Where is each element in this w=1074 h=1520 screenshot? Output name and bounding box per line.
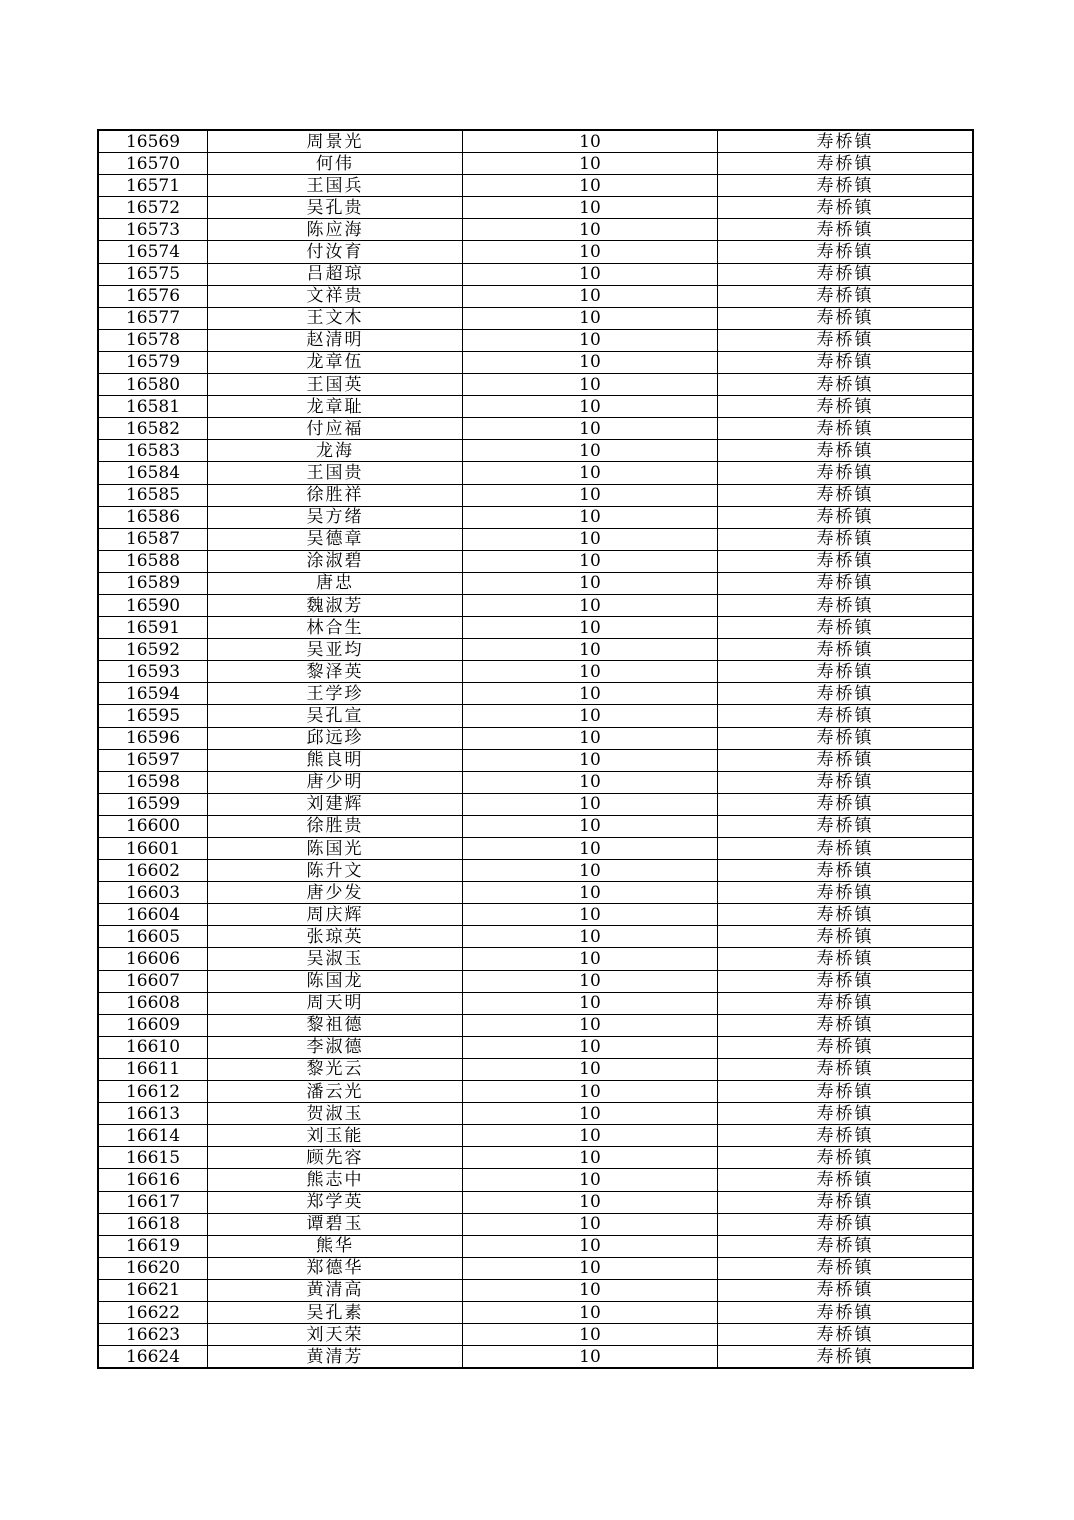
- table-row: [98, 1235, 973, 1257]
- row-number-cell: 16582: [98, 418, 208, 440]
- town-cell: 寿桥镇: [718, 1058, 974, 1080]
- name-cell: 陈国光: [208, 838, 463, 860]
- name-cell: 吴淑玉: [208, 948, 463, 970]
- table-row: [98, 727, 973, 749]
- row-number-cell: 16571: [98, 175, 208, 197]
- table-row: [98, 550, 973, 572]
- amount-cell: 10: [463, 484, 718, 506]
- row-number-cell: 16592: [98, 639, 208, 661]
- town-cell: 寿桥镇: [718, 639, 974, 661]
- name-cell: 王国英: [208, 374, 463, 396]
- amount-cell: 10: [463, 1036, 718, 1058]
- town-cell: 寿桥镇: [718, 838, 974, 860]
- table-row: [98, 219, 973, 241]
- row-number-cell: 16574: [98, 241, 208, 263]
- table-row: [98, 528, 973, 550]
- name-cell: 熊良明: [208, 749, 463, 771]
- town-cell: 寿桥镇: [718, 263, 974, 285]
- table-row: [98, 396, 973, 418]
- town-cell: 寿桥镇: [718, 1279, 974, 1301]
- amount-cell: 10: [463, 307, 718, 329]
- name-cell: 赵清明: [208, 329, 463, 351]
- name-cell: 黎光云: [208, 1058, 463, 1080]
- name-cell: 陈国龙: [208, 970, 463, 992]
- table-row: [98, 705, 973, 727]
- row-number-cell: 16602: [98, 860, 208, 882]
- table-row: [98, 860, 973, 882]
- row-number-cell: 16595: [98, 705, 208, 727]
- town-cell: 寿桥镇: [718, 1191, 974, 1213]
- table-row: [98, 572, 973, 594]
- row-number-cell: 16622: [98, 1301, 208, 1323]
- name-cell: 王文木: [208, 307, 463, 329]
- name-cell: 吕超琼: [208, 263, 463, 285]
- row-number-cell: 16607: [98, 970, 208, 992]
- name-cell: 顾先容: [208, 1147, 463, 1169]
- row-number-cell: 16612: [98, 1081, 208, 1103]
- table-row: [98, 992, 973, 1014]
- name-cell: 龙海: [208, 440, 463, 462]
- row-number-cell: 16600: [98, 815, 208, 837]
- name-cell: 郑学英: [208, 1191, 463, 1213]
- table-row: [98, 617, 973, 639]
- row-number-cell: 16575: [98, 263, 208, 285]
- amount-cell: 10: [463, 1147, 718, 1169]
- table-row: [98, 639, 973, 661]
- row-number-cell: 16609: [98, 1014, 208, 1036]
- table-row: [98, 241, 973, 263]
- table-row: [98, 1279, 973, 1301]
- amount-cell: 10: [463, 1346, 718, 1369]
- amount-cell: 10: [463, 749, 718, 771]
- row-number-cell: 16570: [98, 153, 208, 175]
- amount-cell: 10: [463, 528, 718, 550]
- row-number-cell: 16593: [98, 661, 208, 683]
- town-cell: 寿桥镇: [718, 1125, 974, 1147]
- name-cell: 徐胜贵: [208, 815, 463, 837]
- town-cell: 寿桥镇: [718, 219, 974, 241]
- table-row: [98, 307, 973, 329]
- amount-cell: 10: [463, 219, 718, 241]
- town-cell: 寿桥镇: [718, 815, 974, 837]
- town-cell: 寿桥镇: [718, 1081, 974, 1103]
- table-row: [98, 462, 973, 484]
- row-number-cell: 16587: [98, 528, 208, 550]
- table-row: [98, 351, 973, 373]
- town-cell: 寿桥镇: [718, 661, 974, 683]
- amount-cell: 10: [463, 506, 718, 528]
- town-cell: 寿桥镇: [718, 462, 974, 484]
- name-cell: 周庆辉: [208, 904, 463, 926]
- row-number-cell: 16573: [98, 219, 208, 241]
- name-cell: 邱远珍: [208, 727, 463, 749]
- amount-cell: 10: [463, 1014, 718, 1036]
- name-cell: 熊华: [208, 1235, 463, 1257]
- amount-cell: 10: [463, 1279, 718, 1301]
- town-cell: 寿桥镇: [718, 1147, 974, 1169]
- table-row: [98, 153, 973, 175]
- town-cell: 寿桥镇: [718, 153, 974, 175]
- town-cell: 寿桥镇: [718, 396, 974, 418]
- table-row: [98, 594, 973, 616]
- table-row: [98, 1147, 973, 1169]
- amount-cell: 10: [463, 1191, 718, 1213]
- row-number-cell: 16588: [98, 550, 208, 572]
- town-cell: 寿桥镇: [718, 506, 974, 528]
- town-cell: 寿桥镇: [718, 1301, 974, 1323]
- amount-cell: 10: [463, 241, 718, 263]
- table-row: [98, 1103, 973, 1125]
- town-cell: 寿桥镇: [718, 970, 974, 992]
- row-number-cell: 16598: [98, 771, 208, 793]
- row-number-cell: 16591: [98, 617, 208, 639]
- table-row: [98, 197, 973, 219]
- table-row: [98, 661, 973, 683]
- row-number-cell: 16585: [98, 484, 208, 506]
- name-cell: 潘云光: [208, 1081, 463, 1103]
- row-number-cell: 16569: [98, 130, 208, 153]
- name-cell: 张琼英: [208, 926, 463, 948]
- table-row: [98, 948, 973, 970]
- name-cell: 黎泽英: [208, 661, 463, 683]
- name-cell: 陈升文: [208, 860, 463, 882]
- amount-cell: 10: [463, 793, 718, 815]
- name-cell: 王国兵: [208, 175, 463, 197]
- row-number-cell: 16606: [98, 948, 208, 970]
- town-cell: 寿桥镇: [718, 528, 974, 550]
- name-cell: 龙章伍: [208, 351, 463, 373]
- town-cell: 寿桥镇: [718, 727, 974, 749]
- data-table: [97, 129, 974, 1369]
- name-cell: 龙章耻: [208, 396, 463, 418]
- town-cell: 寿桥镇: [718, 285, 974, 307]
- town-cell: 寿桥镇: [718, 793, 974, 815]
- town-cell: 寿桥镇: [718, 1213, 974, 1235]
- table-row: [98, 749, 973, 771]
- amount-cell: 10: [463, 771, 718, 793]
- town-cell: 寿桥镇: [718, 860, 974, 882]
- name-cell: 林合生: [208, 617, 463, 639]
- table-row: [98, 175, 973, 197]
- name-cell: 唐少发: [208, 882, 463, 904]
- name-cell: 黎祖德: [208, 1014, 463, 1036]
- amount-cell: 10: [463, 970, 718, 992]
- table-row: [98, 1301, 973, 1323]
- table-row: [98, 904, 973, 926]
- row-number-cell: 16620: [98, 1257, 208, 1279]
- row-number-cell: 16594: [98, 683, 208, 705]
- amount-cell: 10: [463, 263, 718, 285]
- amount-cell: 10: [463, 882, 718, 904]
- row-number-cell: 16613: [98, 1103, 208, 1125]
- row-number-cell: 16577: [98, 307, 208, 329]
- amount-cell: 10: [463, 860, 718, 882]
- town-cell: 寿桥镇: [718, 1103, 974, 1125]
- amount-cell: 10: [463, 904, 718, 926]
- amount-cell: 10: [463, 727, 718, 749]
- amount-cell: 10: [463, 1081, 718, 1103]
- town-cell: 寿桥镇: [718, 329, 974, 351]
- name-cell: 陈应海: [208, 219, 463, 241]
- amount-cell: 10: [463, 329, 718, 351]
- town-cell: 寿桥镇: [718, 1324, 974, 1346]
- table-row: [98, 418, 973, 440]
- row-number-cell: 16604: [98, 904, 208, 926]
- amount-cell: 10: [463, 1103, 718, 1125]
- name-cell: 刘玉能: [208, 1125, 463, 1147]
- amount-cell: 10: [463, 838, 718, 860]
- town-cell: 寿桥镇: [718, 418, 974, 440]
- table-row: [98, 1213, 973, 1235]
- amount-cell: 10: [463, 440, 718, 462]
- name-cell: 付汝育: [208, 241, 463, 263]
- row-number-cell: 16581: [98, 396, 208, 418]
- row-number-cell: 16615: [98, 1147, 208, 1169]
- town-cell: 寿桥镇: [718, 926, 974, 948]
- name-cell: 魏淑芳: [208, 594, 463, 616]
- table-row: [98, 329, 973, 351]
- row-number-cell: 16586: [98, 506, 208, 528]
- town-cell: 寿桥镇: [718, 241, 974, 263]
- name-cell: 吴孔贵: [208, 197, 463, 219]
- name-cell: 徐胜祥: [208, 484, 463, 506]
- amount-cell: 10: [463, 683, 718, 705]
- name-cell: 郑德华: [208, 1257, 463, 1279]
- table-row: [98, 1036, 973, 1058]
- town-cell: 寿桥镇: [718, 307, 974, 329]
- amount-cell: 10: [463, 418, 718, 440]
- town-cell: 寿桥镇: [718, 1169, 974, 1191]
- table-row: [98, 1169, 973, 1191]
- row-number-cell: 16601: [98, 838, 208, 860]
- town-cell: 寿桥镇: [718, 175, 974, 197]
- name-cell: 周景光: [208, 130, 463, 153]
- amount-cell: 10: [463, 550, 718, 572]
- name-cell: 李淑德: [208, 1036, 463, 1058]
- name-cell: 涂淑碧: [208, 550, 463, 572]
- name-cell: 何伟: [208, 153, 463, 175]
- row-number-cell: 16589: [98, 572, 208, 594]
- name-cell: 唐少明: [208, 771, 463, 793]
- amount-cell: 10: [463, 285, 718, 307]
- town-cell: 寿桥镇: [718, 749, 974, 771]
- town-cell: 寿桥镇: [718, 1036, 974, 1058]
- table-row: [98, 374, 973, 396]
- table-row: [98, 771, 973, 793]
- town-cell: 寿桥镇: [718, 594, 974, 616]
- table-row: [98, 1324, 973, 1346]
- row-number-cell: 16611: [98, 1058, 208, 1080]
- name-cell: 黄清芳: [208, 1346, 463, 1369]
- amount-cell: 10: [463, 661, 718, 683]
- name-cell: 贺淑玉: [208, 1103, 463, 1125]
- table-row: [98, 1081, 973, 1103]
- town-cell: 寿桥镇: [718, 1014, 974, 1036]
- town-cell: 寿桥镇: [718, 617, 974, 639]
- table-row: [98, 1257, 973, 1279]
- town-cell: 寿桥镇: [718, 550, 974, 572]
- amount-cell: 10: [463, 351, 718, 373]
- row-number-cell: 16624: [98, 1346, 208, 1369]
- table-row: [98, 130, 973, 153]
- amount-cell: 10: [463, 1058, 718, 1080]
- amount-cell: 10: [463, 639, 718, 661]
- row-number-cell: 16608: [98, 992, 208, 1014]
- row-number-cell: 16579: [98, 351, 208, 373]
- table-row: [98, 1125, 973, 1147]
- table-row: [98, 815, 973, 837]
- amount-cell: 10: [463, 396, 718, 418]
- table-row: [98, 683, 973, 705]
- table-row: [98, 285, 973, 307]
- name-cell: 谭碧玉: [208, 1213, 463, 1235]
- amount-cell: 10: [463, 197, 718, 219]
- name-cell: 周天明: [208, 992, 463, 1014]
- table-row: [98, 1014, 973, 1036]
- town-cell: 寿桥镇: [718, 683, 974, 705]
- town-cell: 寿桥镇: [718, 130, 974, 153]
- amount-cell: 10: [463, 815, 718, 837]
- amount-cell: 10: [463, 374, 718, 396]
- town-cell: 寿桥镇: [718, 904, 974, 926]
- row-number-cell: 16614: [98, 1125, 208, 1147]
- amount-cell: 10: [463, 948, 718, 970]
- table-row: [98, 506, 973, 528]
- amount-cell: 10: [463, 1213, 718, 1235]
- row-number-cell: 16605: [98, 926, 208, 948]
- amount-cell: 10: [463, 153, 718, 175]
- town-cell: 寿桥镇: [718, 948, 974, 970]
- town-cell: 寿桥镇: [718, 1235, 974, 1257]
- table-row: [98, 1346, 973, 1369]
- town-cell: 寿桥镇: [718, 351, 974, 373]
- town-cell: 寿桥镇: [718, 440, 974, 462]
- row-number-cell: 16583: [98, 440, 208, 462]
- amount-cell: 10: [463, 572, 718, 594]
- table-row: [98, 1058, 973, 1080]
- name-cell: 王国贵: [208, 462, 463, 484]
- row-number-cell: 16623: [98, 1324, 208, 1346]
- row-number-cell: 16616: [98, 1169, 208, 1191]
- amount-cell: 10: [463, 175, 718, 197]
- amount-cell: 10: [463, 617, 718, 639]
- name-cell: 吴亚均: [208, 639, 463, 661]
- town-cell: 寿桥镇: [718, 882, 974, 904]
- row-number-cell: 16621: [98, 1279, 208, 1301]
- town-cell: 寿桥镇: [718, 1257, 974, 1279]
- table-row: [98, 440, 973, 462]
- table-row: [98, 838, 973, 860]
- row-number-cell: 16578: [98, 329, 208, 351]
- amount-cell: 10: [463, 1169, 718, 1191]
- name-cell: 吴德章: [208, 528, 463, 550]
- row-number-cell: 16610: [98, 1036, 208, 1058]
- table-row: [98, 1191, 973, 1213]
- table-row: [98, 882, 973, 904]
- row-number-cell: 16596: [98, 727, 208, 749]
- name-cell: 吴孔素: [208, 1301, 463, 1323]
- name-cell: 文祥贵: [208, 285, 463, 307]
- row-number-cell: 16576: [98, 285, 208, 307]
- town-cell: 寿桥镇: [718, 1346, 974, 1369]
- name-cell: 熊志中: [208, 1169, 463, 1191]
- town-cell: 寿桥镇: [718, 705, 974, 727]
- table-body: [98, 130, 973, 1368]
- table-row: [98, 484, 973, 506]
- amount-cell: 10: [463, 1324, 718, 1346]
- table-row: [98, 970, 973, 992]
- row-number-cell: 16597: [98, 749, 208, 771]
- amount-cell: 10: [463, 1125, 718, 1147]
- town-cell: 寿桥镇: [718, 484, 974, 506]
- name-cell: 吴孔宣: [208, 705, 463, 727]
- name-cell: 唐忠: [208, 572, 463, 594]
- name-cell: 吴方绪: [208, 506, 463, 528]
- amount-cell: 10: [463, 130, 718, 153]
- row-number-cell: 16599: [98, 793, 208, 815]
- row-number-cell: 16617: [98, 1191, 208, 1213]
- amount-cell: 10: [463, 1301, 718, 1323]
- row-number-cell: 16619: [98, 1235, 208, 1257]
- amount-cell: 10: [463, 705, 718, 727]
- name-cell: 刘天荣: [208, 1324, 463, 1346]
- amount-cell: 10: [463, 926, 718, 948]
- row-number-cell: 16572: [98, 197, 208, 219]
- row-number-cell: 16584: [98, 462, 208, 484]
- name-cell: 刘建辉: [208, 793, 463, 815]
- town-cell: 寿桥镇: [718, 197, 974, 219]
- row-number-cell: 16618: [98, 1213, 208, 1235]
- row-number-cell: 16580: [98, 374, 208, 396]
- row-number-cell: 16590: [98, 594, 208, 616]
- name-cell: 王学珍: [208, 683, 463, 705]
- table-row: [98, 793, 973, 815]
- table-row: [98, 263, 973, 285]
- amount-cell: 10: [463, 1235, 718, 1257]
- town-cell: 寿桥镇: [718, 374, 974, 396]
- town-cell: 寿桥镇: [718, 572, 974, 594]
- name-cell: 付应福: [208, 418, 463, 440]
- town-cell: 寿桥镇: [718, 992, 974, 1014]
- row-number-cell: 16603: [98, 882, 208, 904]
- amount-cell: 10: [463, 462, 718, 484]
- town-cell: 寿桥镇: [718, 771, 974, 793]
- amount-cell: 10: [463, 1257, 718, 1279]
- name-cell: 黄清高: [208, 1279, 463, 1301]
- amount-cell: 10: [463, 992, 718, 1014]
- amount-cell: 10: [463, 594, 718, 616]
- table-row: [98, 926, 973, 948]
